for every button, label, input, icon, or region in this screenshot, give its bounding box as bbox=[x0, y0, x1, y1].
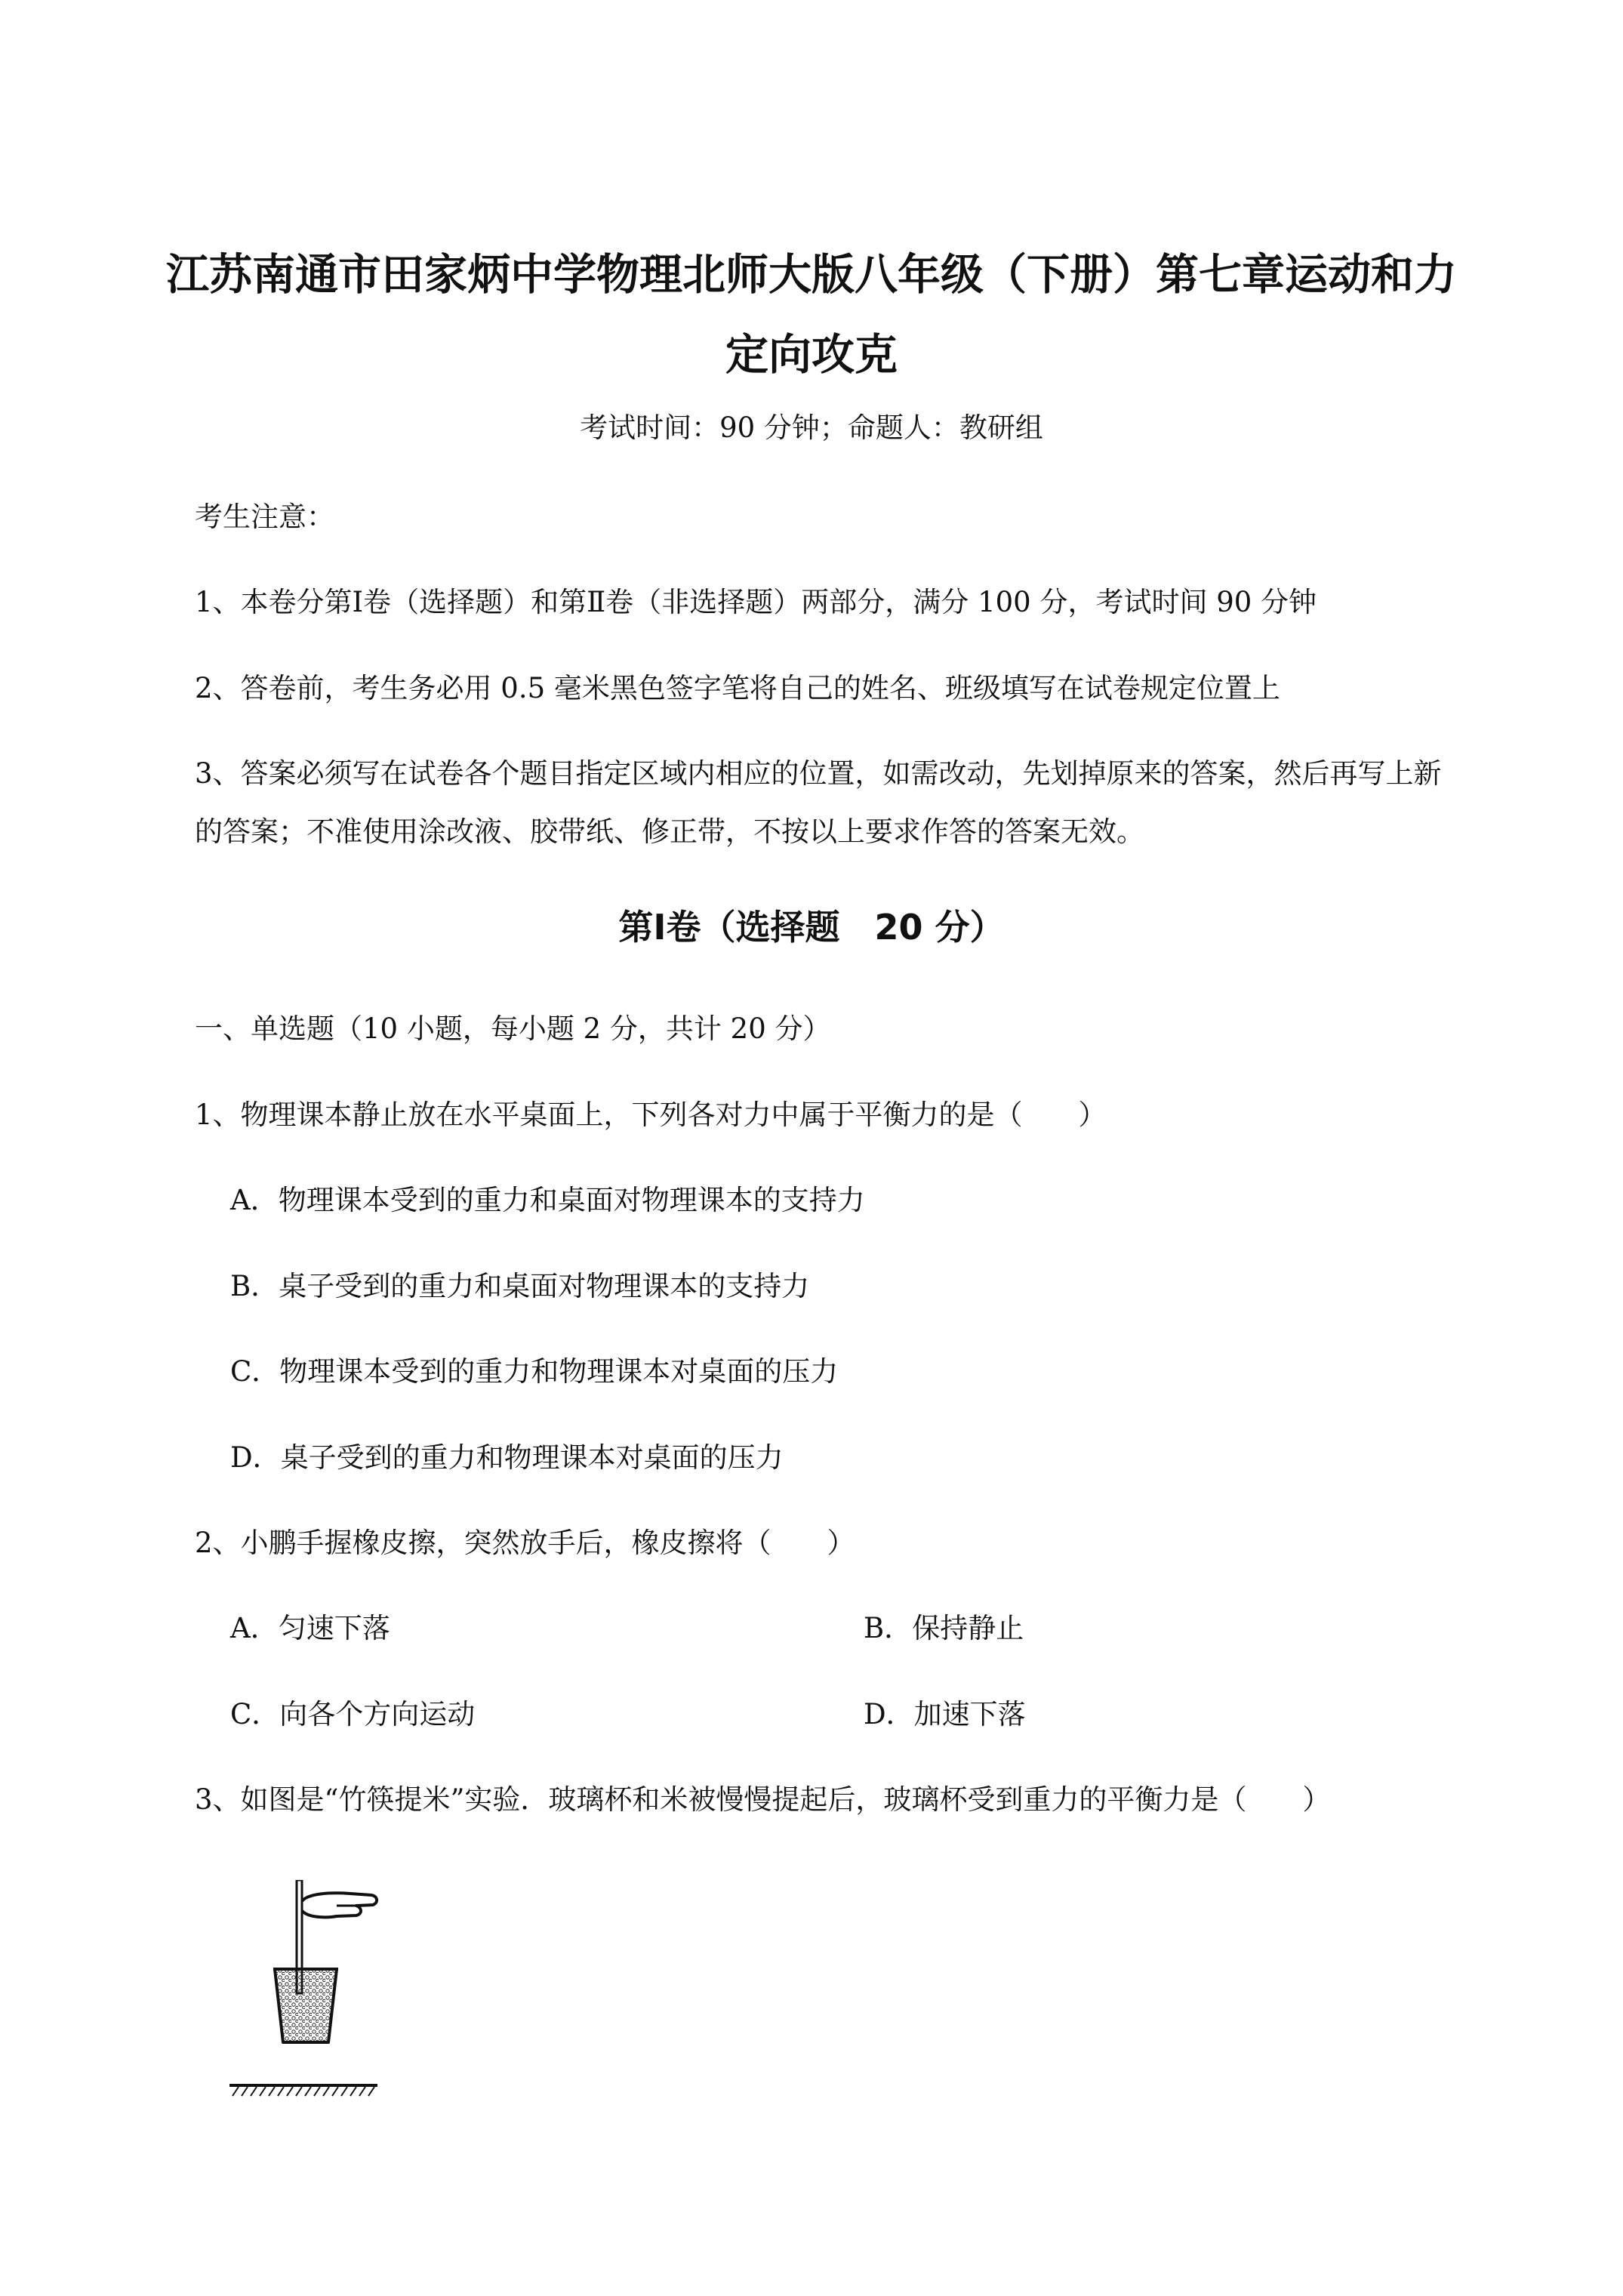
notice-item: 1、本卷分第Ⅰ卷（选择题）和第Ⅱ卷（非选择题）两部分，满分 100 分，考试时间 90 分钟 bbox=[195, 586, 1317, 618]
part-heading: 第Ⅰ卷（选择题 20 分） bbox=[618, 907, 1005, 948]
option-a[interactable]: A．物理课本受到的重力和桌面对物理课本的支持力 bbox=[230, 1184, 865, 1216]
exam-title: 江苏南通市田家炳中学物理北师大版八年级（下册）第七章运动和力 bbox=[166, 250, 1457, 300]
notice-heading: 考生注意： bbox=[195, 501, 334, 533]
section-title: 一、单选题（10 小题，每小题 2 分，共计 20 分） bbox=[195, 1012, 831, 1045]
option-a[interactable]: A．匀速下落 bbox=[230, 1612, 390, 1644]
question-stem: 1、物理课本静止放在水平桌面上，下列各对力中属于平衡力的是（ ） bbox=[195, 1099, 1107, 1131]
question-stem: 2、小鹏手握橡皮擦，突然放手后，橡皮擦将（ ） bbox=[195, 1527, 855, 1559]
exam-info: 考试时间：90 分钟；命题人：教研组 bbox=[580, 411, 1043, 444]
option-b[interactable]: B．桌子受到的重力和桌面对物理课本的支持力 bbox=[230, 1270, 810, 1302]
exam-title-line2: 定向攻克 bbox=[725, 330, 898, 380]
notice-item: 3、答案必须写在试卷各个题目指定区域内相应的位置，如需改动，先划掉原来的答案，然后再写上新 bbox=[195, 757, 1442, 790]
option-d[interactable]: D．加速下落 bbox=[864, 1698, 1026, 1730]
option-b[interactable]: B．保持静止 bbox=[864, 1612, 1024, 1644]
notice-item: 2、答卷前，考生务必用 0.5 毫米黑色签字笔将自己的姓名、班级填写在试卷规定位置上 bbox=[195, 672, 1280, 704]
question-stem: 3、如图是“竹筷提米”实验．玻璃杯和米被慢慢提起后，玻璃杯受到重力的平衡力是（ ） bbox=[195, 1783, 1331, 1816]
option-d[interactable]: D．桌子受到的重力和物理课本对桌面的压力 bbox=[230, 1441, 784, 1474]
notice-item: 的答案；不准使用涂改液、胶带纸、修正带，不按以上要求作答的答案无效。 bbox=[195, 815, 1144, 848]
ground-line bbox=[229, 2085, 377, 2096]
chopstick-rice-figure bbox=[223, 1880, 390, 2102]
glass-cup-icon bbox=[273, 1969, 338, 2042]
option-c[interactable]: C．物理课本受到的重力和物理课本对桌面的压力 bbox=[230, 1355, 839, 1388]
hand-icon bbox=[297, 1893, 377, 1917]
option-c[interactable]: C．向各个方向运动 bbox=[230, 1698, 476, 1730]
